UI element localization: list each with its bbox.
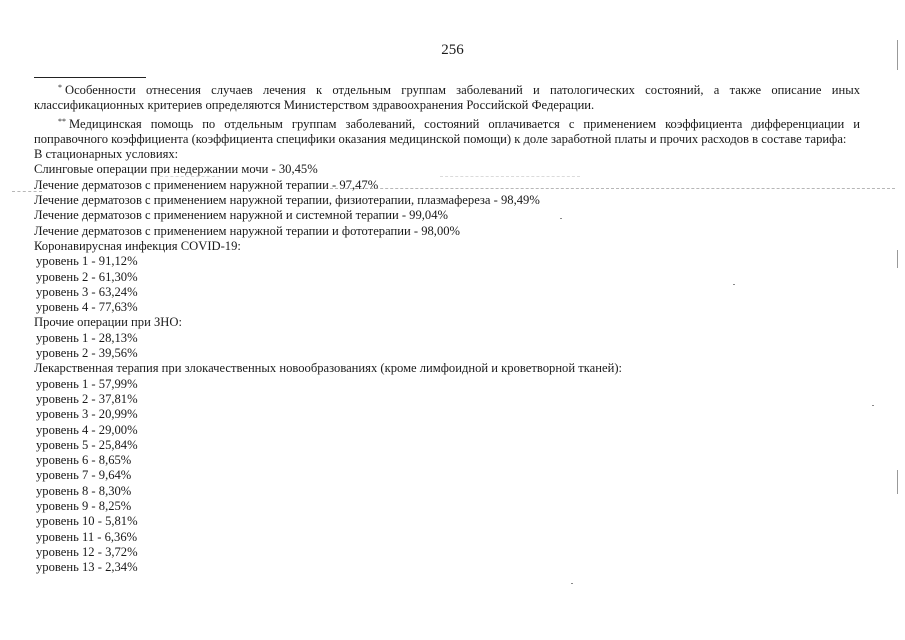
drug-therapy-level: уровень 4 - 29,00% [36, 422, 138, 437]
inpatient-item: Слинговые операции при недержании мочи - 30,45% [34, 162, 318, 177]
footnote-2-text: Медицинская помощь по отдельным группам заболеваний, состояний оплачивается с применением коэффициента дифференциации и поправочного коэффициента (коэффициента специфики оказания медицинской помощи) к доле заработной платы и прочих расходов в составе тарифа: [34, 116, 860, 146]
footnote-separator [34, 77, 146, 78]
drug-therapy-level: уровень 5 - 25,84% [36, 437, 138, 452]
covid-level: уровень 1 - 91,12% [36, 254, 138, 269]
scan-artifact [160, 176, 220, 177]
footnote-2-marker: ** [58, 116, 66, 126]
covid-level: уровень 4 - 77,63% [36, 300, 138, 315]
scan-artifact [560, 218, 562, 219]
scan-artifact [872, 405, 874, 406]
inpatient-item: Лечение дерматозов с применением наружной терапии - 97,47% [34, 177, 379, 192]
covid-level: уровень 3 - 63,24% [36, 284, 138, 299]
drug-therapy-level: уровень 10 - 5,81% [36, 514, 138, 529]
drug-therapy-level: уровень 3 - 20,99% [36, 407, 138, 422]
inpatient-item: Лечение дерматозов с применением наружной и системной терапии - 99,04% [34, 208, 449, 223]
drug-therapy-level: уровень 2 - 37,81% [36, 391, 138, 406]
scan-artifact [440, 176, 580, 177]
scan-artifact [571, 583, 573, 584]
drug-therapy-level: уровень 8 - 8,30% [36, 483, 132, 498]
inpatient-item: Лечение дерматозов с применением наружной терапии, физиотерапии, плазмафереза - 98,49% [34, 193, 540, 208]
zno-ops-level: уровень 2 - 39,56% [36, 346, 138, 361]
drug-therapy-level: уровень 1 - 57,99% [36, 376, 138, 391]
scan-artifact [897, 470, 898, 494]
drug-therapy-level: уровень 13 - 2,34% [36, 560, 138, 575]
footnotes-block [34, 80, 860, 576]
covid-level: уровень 2 - 61,30% [36, 269, 138, 284]
footnote-1-marker: * [58, 83, 62, 92]
drug-therapy-level: уровень 11 - 6,36% [36, 529, 138, 544]
footnote-1-text: Особенности отнесения случаев лечения к отдельным группам заболеваний и патологических состояний, а также описание иных классификационных критериев определяются Министерством здравоохранения Российской Федерации. [34, 83, 860, 113]
scan-artifact [897, 250, 898, 268]
drug-therapy-level: уровень 12 - 3,72% [36, 544, 138, 559]
drug-therapy-level: уровень 7 - 9,64% [36, 468, 132, 483]
drug-therapy-level: уровень 6 - 8,65% [36, 453, 132, 468]
drug-therapy-level: уровень 9 - 8,25% [36, 499, 132, 514]
zno-ops-level: уровень 1 - 28,13% [36, 330, 138, 345]
scan-artifact [330, 188, 895, 189]
zno-ops-header: Прочие операции при ЗНО: [34, 315, 182, 330]
page-number: 256 [441, 42, 464, 58]
drug-therapy-header: Лекарственная терапия при злокачественных новообразованиях (кроме лимфоидной и кроветворной тканей): [34, 361, 623, 376]
footnote-2 [34, 114, 860, 148]
inpatient-header: В стационарных условиях: [34, 147, 179, 162]
covid-header: Коронавирусная инфекция COVID-19: [34, 238, 241, 253]
scan-artifact [12, 191, 42, 192]
scan-artifact [733, 284, 735, 285]
footnote-1 [34, 80, 860, 114]
scan-artifact [897, 40, 898, 70]
inpatient-item: Лечение дерматозов с применением наружной терапии и фототерапии - 98,00% [34, 223, 461, 238]
